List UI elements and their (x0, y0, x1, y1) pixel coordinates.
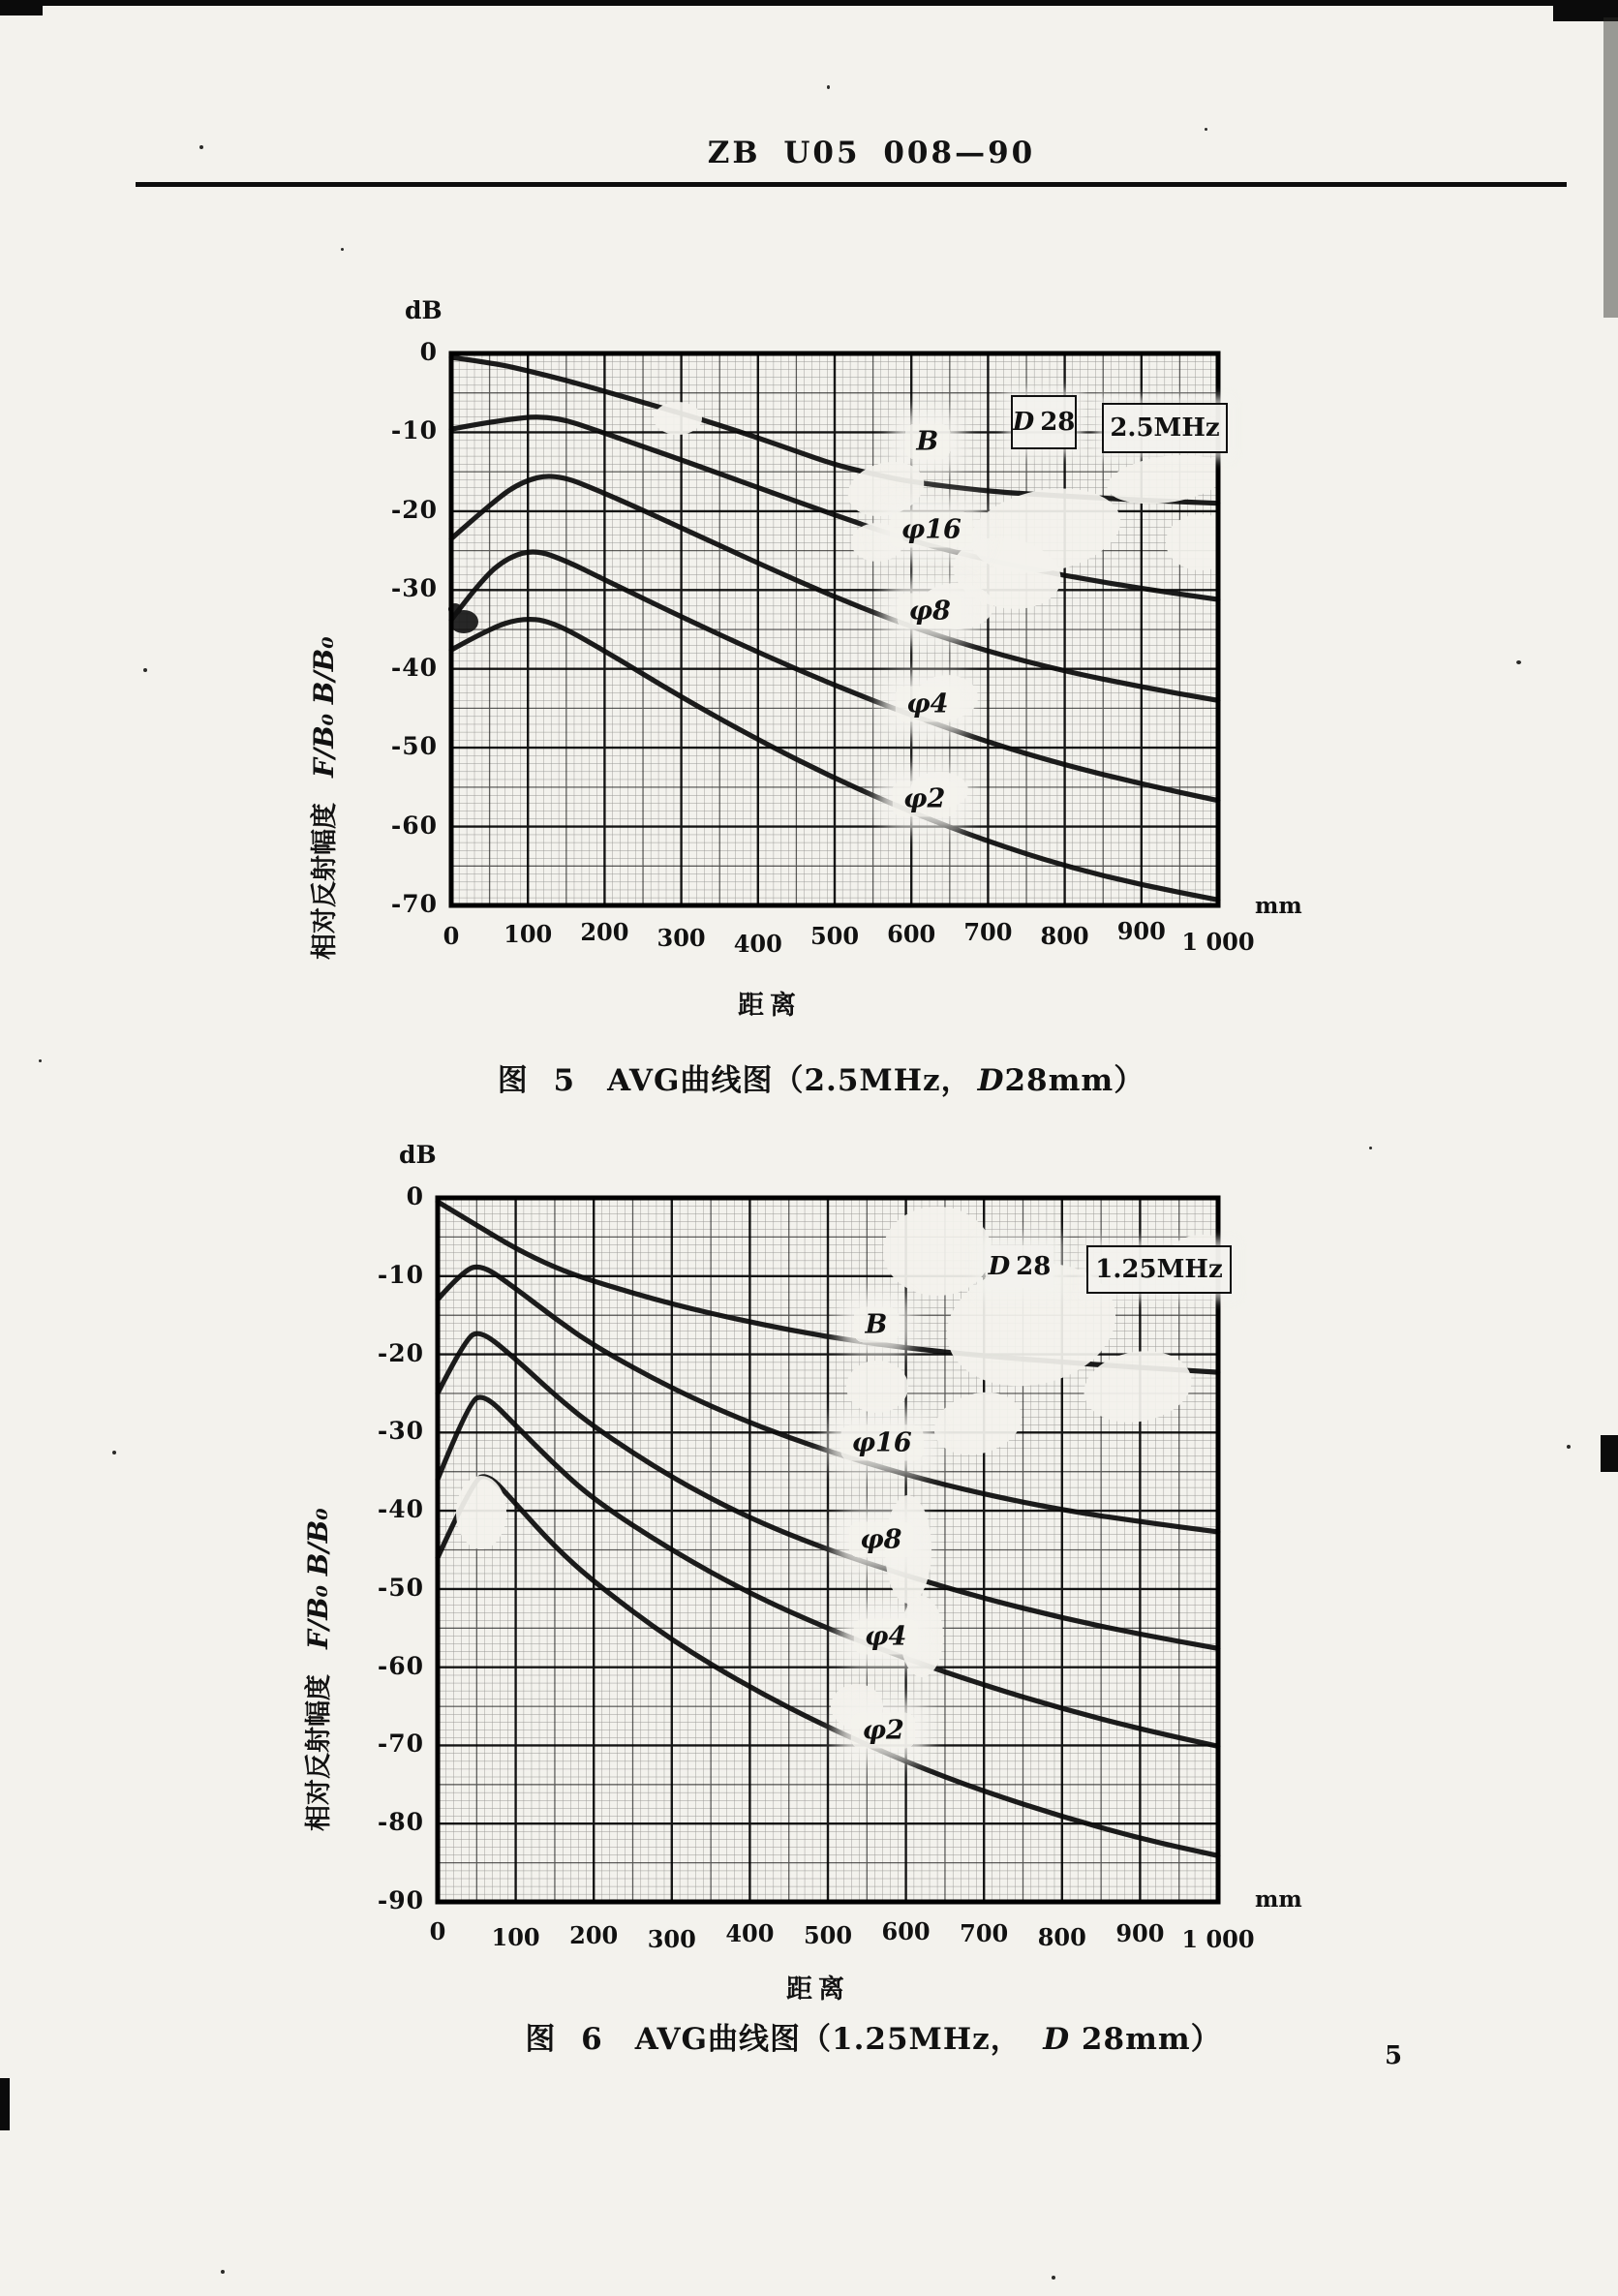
fig5-x-axis-title: 距离 (738, 991, 802, 1021)
scan-speckle (1205, 128, 1207, 131)
scan-speckle (143, 668, 147, 672)
fig6-x-axis-title: 距离 (786, 1975, 850, 2005)
fig5-x-tick-label: 800 (1040, 922, 1089, 950)
fig6-y-tick-label: -40 (377, 1495, 424, 1524)
scan-speckle (39, 1059, 42, 1062)
fig6-x-tick-label: 800 (1037, 1923, 1086, 1951)
fig6-d-label: D (988, 1252, 1011, 1281)
fig6-annotation-d28 (986, 1245, 1053, 1288)
curve-label-phi16: φ16 (890, 511, 973, 547)
fig6-x-tick-label: 1 000 (1181, 1925, 1255, 1953)
fig6-y-tick-label: -30 (377, 1417, 424, 1446)
fig6-caption-spec: （1.25MHz， (801, 2022, 1038, 2057)
scan-speckle (827, 85, 830, 89)
fig5-caption-d: D (977, 1063, 1005, 1098)
scan-speckle (1567, 1445, 1571, 1449)
fig5-y-tick-label: -10 (390, 416, 438, 445)
fig5-y-tick-label: 0 (419, 338, 438, 366)
fig5-y-tick-label: -70 (390, 890, 438, 918)
curve-label-phi2: φ2 (851, 1713, 916, 1749)
fig5-x-tick-label: 100 (504, 920, 553, 948)
fig5-x-tick-label: 400 (733, 930, 782, 958)
curve-label-phi8: φ8 (848, 1521, 913, 1557)
scan-corner-mark (0, 0, 43, 15)
fig6-x-tick-label: 500 (803, 1921, 853, 1949)
fig6-caption-title: AVG曲线图 (634, 2022, 802, 2057)
fig6-x-tick-label: 200 (569, 1921, 619, 1949)
curve-label-B: B (854, 1306, 900, 1342)
fig6-x-tick-label: 400 (725, 1919, 775, 1947)
scan-top-edge (0, 0, 1618, 6)
scan-speckle (1369, 1147, 1372, 1149)
fig5-x-tick-label: 300 (656, 924, 706, 952)
fig6-x-tick-label: 0 (429, 1917, 446, 1945)
fig5-d-value: 28 (1040, 408, 1076, 437)
fig6-db-unit: dB (399, 1141, 437, 1169)
fig6-caption (525, 2014, 1221, 2058)
scan-left-dash (0, 2078, 10, 2130)
curve-label-phi4: φ4 (853, 1619, 918, 1655)
fig5-db-unit: dB (405, 296, 443, 324)
scan-speckle (221, 2270, 225, 2274)
scan-speckle (1516, 660, 1521, 664)
fig6-y-axis-title-formula: F/B₀ B/B₀ (302, 1508, 334, 1649)
fig5-y-tick-label: -40 (390, 653, 438, 682)
fig5-y-tick-label: -20 (390, 495, 438, 524)
fig6-x-tick-label: 100 (491, 1923, 540, 1951)
fig6-x-tick-label: 700 (960, 1919, 1009, 1947)
scan-speckle (199, 145, 203, 149)
curve-label-phi16: φ16 (840, 1424, 924, 1460)
avg-plot-fig6 (432, 1192, 1224, 1908)
fig5-annotation-freq: 2.5MHz (1102, 403, 1228, 453)
curve-label-phi4: φ4 (895, 686, 960, 721)
fig5-caption-size: 28mm） (1004, 1063, 1145, 1098)
scan-speckle (112, 1451, 116, 1454)
fig5-d-label: D (1012, 408, 1035, 437)
fig5-caption-spec: （2.5MHz， (773, 1063, 972, 1098)
fig5-annotation-d28 (1011, 395, 1077, 449)
fig5-caption (498, 1056, 1145, 1099)
fig6-caption-number: 图 6 (525, 2022, 610, 2057)
fig5-y-axis-title (303, 636, 341, 960)
scan-right-dash (1601, 1435, 1618, 1472)
fig5-caption-title: AVG曲线图 (607, 1063, 774, 1098)
fig5-x-tick-label: 0 (443, 922, 460, 950)
fig6-caption-size: 28mm） (1070, 2022, 1222, 2057)
fig6-caption-d: D (1043, 2022, 1071, 2057)
fig6-y-tick-label: -60 (377, 1651, 424, 1680)
fig6-y-tick-label: -90 (377, 1886, 424, 1914)
fig5-x-tick-label: 500 (809, 922, 860, 950)
page-number: 5 (1385, 2041, 1403, 2070)
fig6-y-tick-label: -20 (377, 1338, 424, 1367)
fig6-x-tick-label: 900 (1115, 1919, 1165, 1947)
fig5-y-axis-title-formula: F/B₀ B/B₀ (308, 636, 340, 778)
standard-number: ZB U05 008—90 (707, 136, 1036, 170)
fig5-y-tick-label: -60 (390, 811, 438, 840)
fig5-caption-number: 图 5 (497, 1063, 583, 1098)
fig5-y-tick-label: -50 (390, 732, 438, 761)
fig5-x-unit: mm (1255, 893, 1302, 919)
fig6-x-tick-label: 600 (881, 1917, 931, 1945)
fig5-x-tick-label: 700 (963, 918, 1013, 946)
fig5-x-tick-label: 600 (887, 920, 936, 948)
fig6-annotation-freq: 1.25MHz (1086, 1245, 1232, 1294)
fig6-d-value: 28 (1016, 1252, 1052, 1281)
fig5-y-tick-label: -30 (390, 574, 438, 603)
fig6-y-tick-label: -70 (377, 1730, 424, 1759)
fig6-x-tick-label: 300 (647, 1925, 696, 1953)
scan-speckle (341, 248, 344, 251)
fig6-y-axis-title-cn: 相对反射幅度 (304, 1674, 334, 1831)
fig5-y-axis-title-cn: 相对反射幅度 (310, 803, 340, 960)
fig6-y-tick-label: 0 (406, 1182, 424, 1210)
scan-speckle (1052, 2276, 1055, 2280)
curve-label-phi2: φ2 (892, 781, 957, 817)
fig6-y-tick-label: -80 (377, 1808, 424, 1837)
fig5-x-tick-label: 1 000 (1181, 928, 1255, 956)
fig5-x-tick-label: 900 (1116, 917, 1166, 945)
fig6-y-tick-label: -50 (377, 1573, 424, 1602)
fig6-y-tick-label: -10 (377, 1260, 424, 1289)
curve-label-B: B (904, 424, 950, 460)
curve-label-phi8: φ8 (898, 594, 962, 629)
fig6-x-unit: mm (1255, 1886, 1302, 1913)
header-rule (136, 182, 1567, 187)
fig5-x-tick-label: 200 (580, 918, 629, 946)
